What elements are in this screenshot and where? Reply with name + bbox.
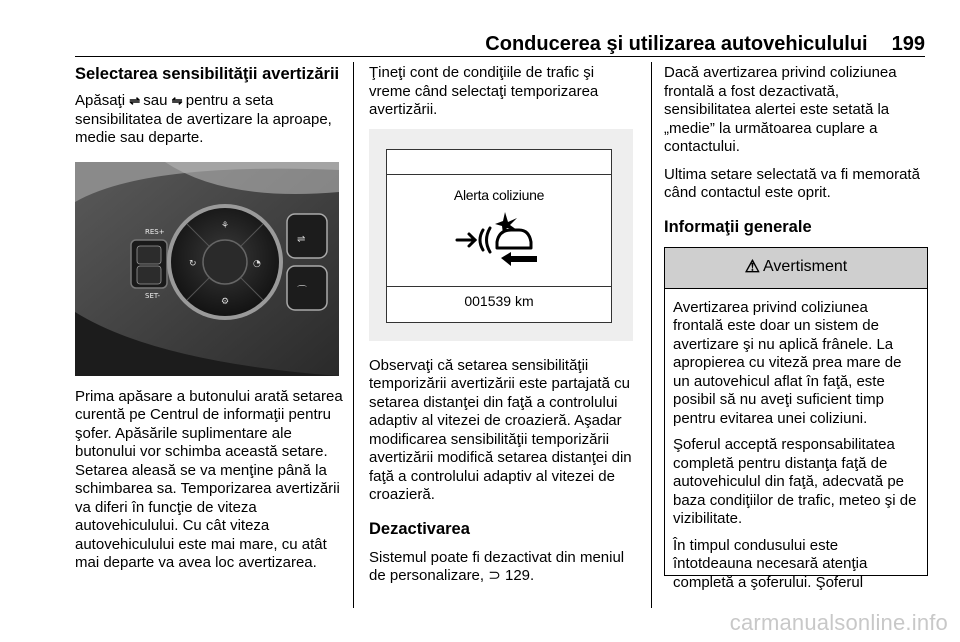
steering-wheel-controls-photo — [75, 162, 339, 376]
svg-text:⌒: ⌒ — [297, 285, 307, 297]
warning-body — [665, 289, 927, 591]
body-paragraph-2: Prima apăsare a butonului arată setarea curentă pe Centrul de informaţii pentru şofer. Apăsările suplimentare ale butonului vor schimba această setare. Setarea aleasă se va menţine până la schimbarea sa. Temporizarea avertizării va diferi în funcţie de viteza autovehiculului. Cu cât viteza autovehiculului este mai mare, cu atât mai departe va avea loc avertizarea. — [75, 387, 343, 571]
column-2 — [369, 64, 635, 595]
body-paragraph-1: Dacă avertizarea privind coliziunea frontală a fost dezactivată, sensibilitatea alertei este setată la „medie” la următoarea cuplare a contactului. — [664, 64, 897, 155]
header-rule — [75, 56, 925, 57]
section-heading: Selectarea sensibilităţii avertizării — [75, 65, 340, 83]
odometer-readout: 001539 km — [464, 292, 534, 309]
intro-text-1: Apăsaţi — [75, 92, 126, 109]
header-title: Conducerea şi utilizarea autovehiculului — [485, 33, 868, 55]
column-divider-2 — [651, 62, 652, 608]
intro-text-3: pentru a seta sensibilitatea de avertizare la aproape, medie sau departe. — [75, 92, 332, 146]
car-distance-near-icon: ⇌ — [129, 93, 140, 108]
photo-label-set: SET- — [145, 291, 161, 300]
warning-header — [665, 248, 927, 289]
warning-title: Avertisment — [763, 258, 848, 276]
warning-paragraph-1: Avertizarea privind coliziunea frontală este doar un sistem de avertizare şi nu aplică frânele. La apropierea cu viteză prea mare de un autovehicul aflat în faţă, este posibil să nu aveţi suficient timp pentru evitarea unei coliziuni. — [673, 298, 902, 427]
screen-divider-top — [387, 174, 611, 175]
column-3 — [664, 64, 926, 591]
warning-box — [664, 247, 928, 591]
deactivation-text: Sistemul poate fi dezactivat din meniul de personalizare, — [369, 548, 625, 584]
page-reference-link[interactable]: 129. — [505, 567, 535, 584]
body-paragraph-1: Ţineţi cont de condiţiile de trafic şi vreme când selectaţi temporizarea avertizării. — [369, 64, 599, 118]
subheading-general-info: Informaţii generale — [664, 217, 812, 236]
body-paragraph-3 — [369, 549, 635, 586]
svg-text:⇌: ⇌ — [297, 233, 306, 245]
body-paragraph-2: Observaţi că setarea sensibilităţii temporizării avertizării este partajată cu setarea distanţei din faţă a controlului adaptiv al vitezei de croazieră. Aşadar modificarea sensibilităţii temporizării avertizării modifică setarea distanţei din faţă a controlului adaptiv al vitezei de croazieră. — [369, 356, 632, 503]
page-header — [75, 26, 925, 56]
photo-label-res: RES+ — [145, 227, 165, 236]
svg-text:⚘: ⚘ — [221, 220, 230, 231]
column-divider-1 — [353, 62, 354, 608]
svg-text:↻: ↻ — [189, 258, 197, 269]
display-screen — [386, 149, 612, 323]
subheading-deactivation: Dezactivarea — [369, 519, 470, 538]
warning-triangle-icon: ⚠ — [744, 257, 761, 277]
svg-text:⚙: ⚙ — [221, 296, 230, 307]
warning-paragraph-2: Şoferul acceptă responsabilitatea completă pentru distanţa faţă de autovehiculul din faţă, adecvată pe baza condiţiilor de trafic, meteo şi de vizibilitate. — [673, 436, 917, 527]
watermark: carmanualsonline.info — [729, 610, 948, 635]
warning-paragraph-3: În timpul condusului este întotdeauna necesară atenţia completă a şoferului. Şoferul — [673, 536, 868, 591]
column-1 — [75, 64, 345, 582]
car-distance-far-icon: ⇋ — [171, 93, 182, 108]
driver-info-display-illustration — [369, 129, 633, 341]
forward-collision-alert-icon — [453, 212, 545, 272]
intro-paragraph — [75, 92, 345, 148]
intro-text-2: sau — [143, 92, 168, 109]
page-number: 199 — [891, 33, 925, 55]
screen-divider-bottom — [387, 286, 611, 287]
body-paragraph-2: Ultima setare selectată va fi memorată când contactul este oprit. — [664, 165, 920, 201]
page-reference-icon: ⊃ — [488, 567, 501, 584]
screen-title: Alerta coliziune — [453, 186, 545, 203]
svg-text:◔: ◔ — [253, 258, 261, 269]
